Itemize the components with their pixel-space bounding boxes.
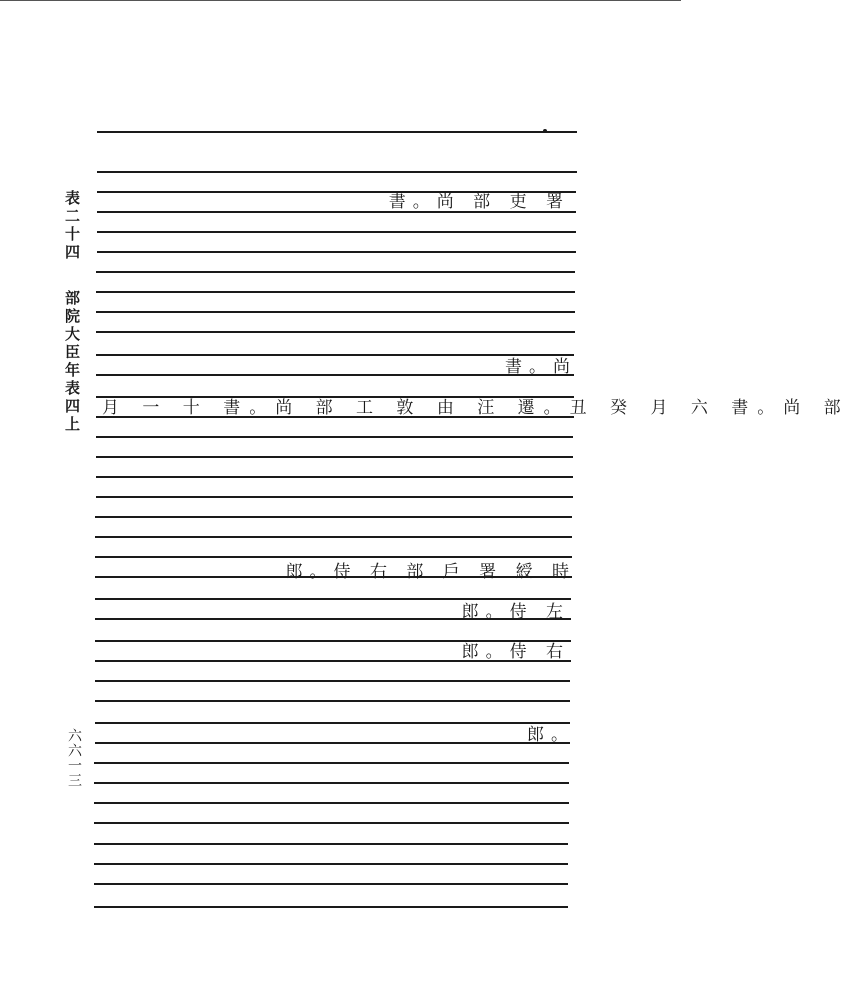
table-rule-line bbox=[94, 883, 568, 885]
table-rule-line bbox=[94, 906, 568, 908]
entry-right-vice: 郎。侍 右 bbox=[461, 642, 570, 662]
table-rule-line bbox=[95, 556, 572, 558]
table-rule-line bbox=[95, 700, 570, 702]
table-rule-line bbox=[95, 536, 572, 538]
table-rule-line bbox=[96, 291, 575, 293]
table-rule-line bbox=[97, 171, 577, 173]
table-rule-line bbox=[96, 331, 575, 333]
page-number: 六六一三 bbox=[66, 728, 82, 788]
table-rule-line bbox=[94, 802, 569, 804]
table-rule-line bbox=[95, 598, 571, 600]
table-rule-line bbox=[96, 354, 574, 356]
table-rule-line bbox=[94, 762, 569, 764]
table-rule-line bbox=[96, 374, 574, 376]
entry-hubu-right-vice: 郎。侍 右 部 戶 署 綬 時 bbox=[285, 562, 576, 582]
table-rule-line bbox=[96, 496, 573, 498]
table-rule-line bbox=[97, 131, 577, 133]
table-rule-line bbox=[97, 251, 576, 253]
table-rule-line bbox=[97, 231, 576, 233]
table-rule-line bbox=[94, 782, 569, 784]
table-rule-line bbox=[94, 863, 568, 865]
ink-dot bbox=[543, 129, 547, 133]
table-rule-line bbox=[95, 722, 570, 724]
table-rule-line bbox=[96, 311, 575, 313]
table-rule-line bbox=[94, 843, 568, 845]
table-rule-line bbox=[95, 680, 570, 682]
entry-left-vice: 郎。侍 左 bbox=[461, 602, 570, 622]
page-top-border bbox=[0, 0, 681, 1]
table-rule-line bbox=[95, 516, 572, 518]
table-title-caption: 部院大臣年表四上 bbox=[63, 290, 81, 434]
entry-lang: 郎。 bbox=[527, 725, 575, 745]
table-rule-line bbox=[94, 822, 569, 824]
table-rule-line bbox=[96, 456, 573, 458]
entry-shangshu: 書。尚 bbox=[505, 357, 577, 377]
entry-appointment-row: 月 一 十 書。尚 部 工 敦 由 汪 遷。丑 癸 月 六 書。尚 部 bbox=[102, 398, 850, 418]
table-rule-line bbox=[96, 271, 575, 273]
table-rule-line bbox=[95, 742, 570, 744]
entry-lihbu-acting: 書。尚 部 吏 署 bbox=[388, 192, 570, 212]
table-rule-line bbox=[96, 476, 573, 478]
table-number-caption: 表二十四 bbox=[63, 190, 81, 262]
table-rule-line bbox=[96, 436, 573, 438]
